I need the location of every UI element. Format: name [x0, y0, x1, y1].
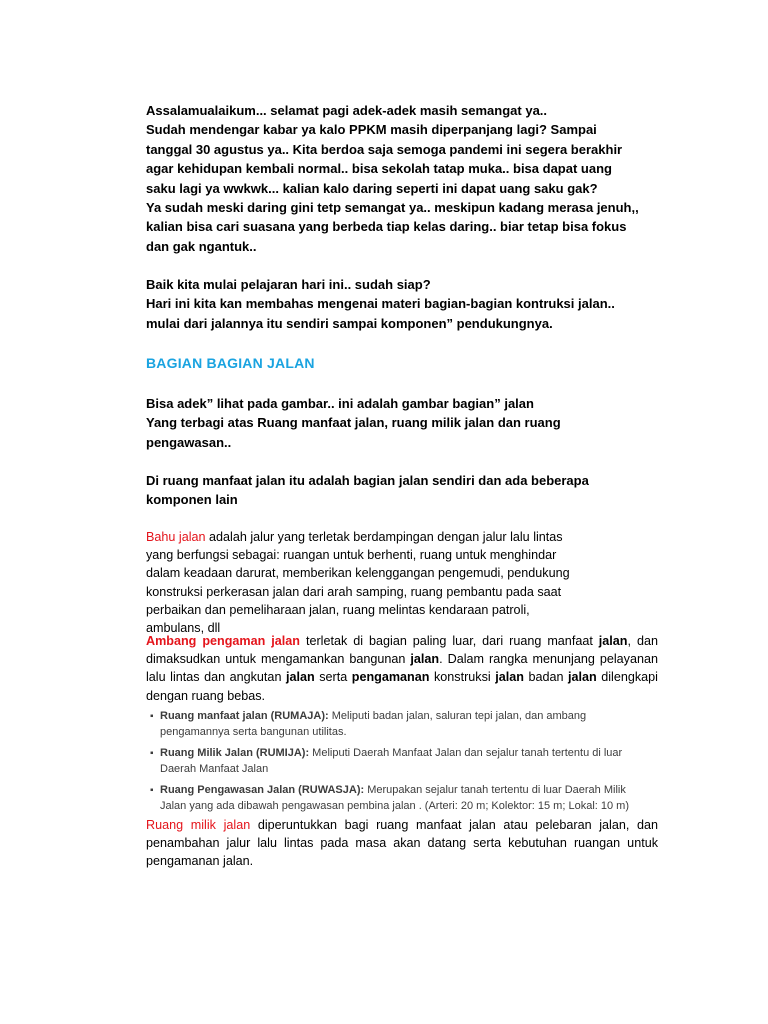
picture-note-line: pengawasan.. — [146, 434, 232, 450]
ambang-bold: jalan — [568, 670, 597, 685]
start-line: Hari ini kita kan membahas mengenai materi bagian-bagian kontruksi jalan.. — [146, 296, 615, 312]
bahu-line: konstruksi perkerasan jalan dari arah samping, ruang pembantu pada saat — [146, 584, 562, 599]
bahu-line: adalah jalur yang terletak berdampingan dengan jalur lalu lintas — [205, 530, 563, 544]
rumija-paragraph — [146, 816, 658, 871]
definition-text: Meliputi badan jalan, saluran tepi jalan, dan ambang pengamannya serta bangunan utilitas. — [160, 710, 587, 738]
picture-note-line: Bisa adek” lihat pada gambar.. ini adalah gambar bagian” jalan — [146, 396, 534, 411]
rumaja-note-line: Di ruang manfaat jalan itu adalah bagian jalan sendiri dan ada beberapa — [146, 473, 589, 488]
ambang-text: konstruksi — [429, 670, 496, 685]
definition-text: Merupakan sejalur tanah tertentu di luar Daerah Milik Jalan yang ada dibawah pengawasan pembina jalan . (Arteri: 20 m; Kolektor: 15 m; Lokal: 10 m) — [160, 784, 629, 812]
definition-term: Ruang Milik Jalan (RUMIJA): — [160, 747, 310, 759]
start-line: mulai dari jalannya itu sendiri sampai komponen” pendukungnya. — [146, 315, 553, 331]
intro-line: tanggal 30 agustus ya.. Kita berdoa saja semoga pandemi ini segera berakhir — [146, 141, 623, 157]
lesson-start-paragraph — [146, 275, 658, 333]
intro-line: Ya sudah meski daring gini tetp semangat ya.. meskipun kadang merasa jenuh,, — [146, 200, 639, 216]
definition-list — [150, 709, 650, 814]
definition-text: Meliputi Daerah Manfaat Jalan dan sejalur tanah tertentu di luar Daerah Manfaat Jalan — [160, 747, 623, 775]
start-line: Baik kita mulai pelajaran hari ini.. sudah siap? — [146, 277, 431, 292]
intro-paragraph — [146, 101, 658, 256]
ambang-text: . Dalam rangka menunjang pelayanan lalu lintas dan angkutan — [146, 652, 658, 685]
intro-line: kalian bisa cari suasana yang berbeda tiap kelas daring.. biar tetap bisa fokus — [146, 219, 627, 235]
definition-ruwasja — [150, 783, 650, 814]
rumaja-note-line: komponen lain — [146, 492, 238, 508]
definition-rumaja — [150, 709, 650, 740]
definition-term: Ruang manfaat jalan (RUMAJA): — [160, 710, 329, 722]
intro-line: saku lagi ya wwkwk... kalian kalo daring seperti ini dapat uang saku gak? — [146, 180, 598, 196]
ambang-text: badan — [523, 670, 569, 685]
ambang-pengaman-term: Ambang pengaman jalan — [146, 634, 300, 648]
bahu-line: yang berfungsi sebagai: ruangan untuk berhenti, ruang untuk menghindar — [146, 548, 557, 563]
intro-line: dan gak ngantuk.. — [146, 238, 257, 254]
intro-line: Assalamualaikum... selamat pagi adek-adek masih semangat ya.. — [146, 103, 548, 118]
intro-line: Sudah mendengar kabar ya kalo PPKM masih diperpanjang lagi? Sampai — [146, 122, 597, 138]
picture-note-paragraph — [146, 394, 658, 452]
rumaja-note-paragraph — [146, 471, 658, 510]
ambang-bold: jalan — [285, 670, 315, 685]
ambang-bold: jalan — [410, 652, 440, 667]
bahu-line: dalam keadaan darurat, memberikan kelenggangan pengemudi, pendukung — [146, 566, 570, 581]
ambang-bold: jalan — [495, 670, 524, 685]
section-heading: BAGIAN BAGIAN JALAN — [146, 355, 315, 371]
bahu-jalan-term: Bahu jalan — [146, 530, 206, 544]
definition-rumija — [150, 746, 650, 777]
ambang-bold: jalan — [598, 634, 628, 648]
bahu-line: perbaikan dan pemeliharaan jalan, ruang melintas kendaraan patroli, — [146, 602, 530, 617]
ambang-bold: pengamanan — [351, 670, 430, 685]
bahu-line: ambulans, dll — [146, 621, 221, 636]
ambang-text: serta — [314, 670, 352, 685]
rumija-text: diperuntukkan bagi ruang manfaat jalan atau pelebaran jalan, dan penambahan jalur lalu lintas pada masa akan datang serta kebutuhan ruangan untuk pengamanan jalan. — [146, 818, 659, 869]
ambang-text: terletak di bagian paling luar, dari ruang manfaat — [300, 634, 599, 648]
definition-term: Ruang Pengawasan Jalan (RUWASJA): — [160, 784, 365, 796]
ambang-pengaman-paragraph — [146, 632, 658, 705]
rumija-term: Ruang milik jalan — [146, 818, 251, 832]
intro-line: agar kehidupan kembali normal.. bisa sekolah tatap muka.. bisa dapat uang — [146, 161, 612, 177]
bahu-jalan-paragraph — [146, 528, 658, 637]
ambang-text: , dan dimaksudkan untuk mengamankan bangunan — [146, 634, 658, 667]
ambang-text: dilengkapi dengan ruang bebas. — [146, 670, 658, 703]
picture-note-line: Yang terbagi atas Ruang manfaat jalan, ruang milik jalan dan ruang — [146, 415, 561, 431]
